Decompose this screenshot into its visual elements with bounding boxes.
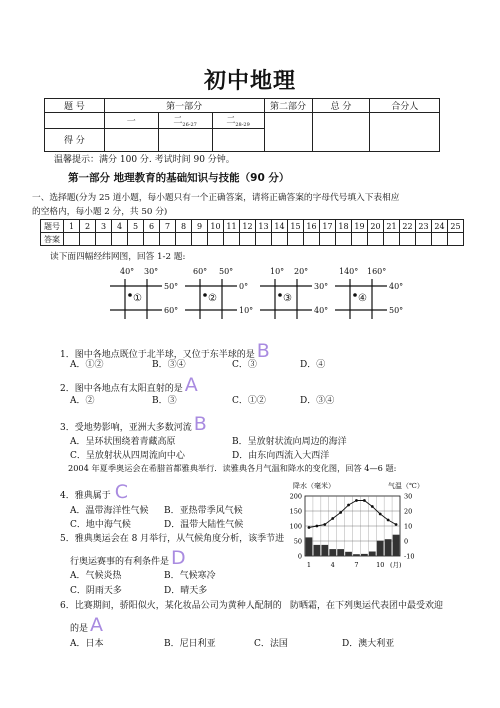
question-5: 5．雅典奥运会在 8 月举行，从气候角度分析，该季节进 [60,534,285,544]
answer-number: 25 [448,220,464,233]
option: A．温带海洋性气候 [70,506,149,516]
handwritten-answer: D [171,547,186,569]
temperature-point [339,511,342,514]
temperature-point [355,499,358,502]
answer-cell[interactable] [304,233,320,246]
score-sub-2: 二$_{26-27}$ [158,113,212,129]
answer-number: 7 [160,220,176,233]
grid-lat-label: 10° [239,306,254,315]
temperature-point [331,517,334,520]
answer-table [40,219,464,246]
answer-number: 10 [208,220,224,233]
answer-number: 16 [304,220,320,233]
page-title: 初中地理 [203,69,296,94]
temperature-point [363,499,366,502]
chart-tick-left: 100 [289,522,302,531]
precipitation-bar [393,535,400,556]
answer-number: 11 [224,220,240,233]
grid-label: ① [133,293,142,304]
grid-1 [110,267,178,319]
answer-row-label: 答案 [41,233,64,246]
handwritten-answer: A [90,614,104,636]
option: C．阴雨天多 [70,586,122,596]
option: C．③ [232,360,257,370]
question-6-cont: 的是 A [70,614,104,636]
answer-cell[interactable] [400,233,416,246]
answer-number: 12 [240,220,256,233]
answer-number: 15 [288,220,304,233]
temperature-point [395,523,398,526]
chart-x-unit: (月) [390,561,402,569]
chart-tick-left: 200 [289,492,302,501]
precipitation-bar [306,537,313,556]
score-sub-1: 一 [104,113,158,129]
answer-cell[interactable] [432,233,448,246]
grid-lat-label: 50° [164,282,179,291]
score-cell[interactable] [104,128,158,151]
answer-cell[interactable] [128,233,144,246]
chart-ylabel-right: 气温（℃） [388,482,424,490]
answer-cell[interactable] [240,233,256,246]
option: D．晴天多 [164,586,208,596]
grid-lon-label: 30° [144,267,159,276]
grid-lon-label: 10° [270,267,285,276]
answer-cell[interactable] [256,233,272,246]
score-blank [45,113,105,129]
answer-number: 17 [320,220,336,233]
grid-label: ④ [358,293,367,304]
precipitation-bar [314,545,321,556]
map-intro: 读下面四幅经纬网图，回答 1-2 题: [50,252,186,262]
answer-row-label: 题号 [41,220,64,233]
option: C．①② [232,396,266,406]
answer-cell[interactable] [96,233,112,246]
answer-cell[interactable] [416,233,432,246]
answer-cell[interactable] [208,233,224,246]
chart-tick-right: -10 [404,552,415,561]
answer-cell[interactable] [448,233,464,246]
answer-number: 3 [96,220,112,233]
option: A．气候炎热 [70,571,122,581]
temperature-point [371,505,374,508]
temperature-point [308,526,311,529]
grid-label: ② [208,293,217,304]
option: B．气候寒冷 [164,571,216,581]
grid-lon-label: 140° [339,267,359,276]
grid-lat-label: 0° [239,282,249,291]
answer-cell[interactable] [144,233,160,246]
chart-tick-left: 0 [297,552,302,561]
option: A．①② [70,360,104,370]
grid-lon-label: 60° [193,267,208,276]
answer-number: 23 [416,220,432,233]
answer-number: 24 [432,220,448,233]
answer-cell[interactable] [368,233,384,246]
option: B．③ [152,396,177,406]
answer-cell[interactable] [320,233,336,246]
option: B．尼日利亚 [164,639,216,649]
tip-text: 温馨提示：满分 100 分. 考试时间 90 分钟。 [54,155,235,165]
option: C．地中海气候 [70,520,131,530]
section-intro: 的空格内，每小题 2 分，共 50 分) [32,207,168,217]
answer-cell[interactable] [272,233,288,246]
temperature-point [387,519,390,522]
chart-tick-right: 30 [404,492,413,501]
question-1: 1．图中各地点既位于北半球，又位于东半球的是 B [60,340,270,362]
temperature-point [323,523,326,526]
grid-lat-label: 30° [314,282,329,291]
question-3: 3．受地势影响，亚洲大多数河流 B [60,413,207,435]
handwritten-answer: A [184,374,198,396]
option: B．亚热带季风气候 [164,506,243,516]
chart-tick-x: 1 [306,561,312,569]
precipitation-bar [369,552,376,557]
score-sub-3: 二$_{28-29}$ [212,113,264,129]
grid-3 [260,267,328,319]
point-marker [353,293,357,297]
score-row-label: 得 分 [45,128,105,151]
score-cell[interactable] [264,113,312,152]
answer-cell[interactable] [64,233,80,246]
temperature-point [379,513,382,516]
temperature-point [315,525,318,528]
grid-2 [185,267,253,319]
answer-number: 9 [192,220,208,233]
grid-label: ③ [283,293,292,304]
chart-tick-right: 20 [404,507,413,516]
question-2: 2．图中各地点有太阳直射的是 A [60,374,198,396]
chart-tick-x: 4 [330,561,335,569]
option: C．呈放射状从四周流向中心 [70,451,185,461]
grid-lat-label: 60° [164,306,179,315]
answer-number: 4 [112,220,128,233]
score-header-total: 总 分 [312,99,370,113]
point-marker [278,293,282,297]
option: D．澳大利亚 [342,639,395,649]
chart-tick-right: 0 [404,537,409,546]
answer-cell[interactable] [224,233,240,246]
precipitation-bar [377,541,384,556]
precipitation-bar [321,545,328,556]
chart-tick-left: 50 [293,537,302,546]
handwritten-answer: B [256,340,270,362]
question-6-cont: 防晒霜，在下列奥运代表团中最受欢迎 [290,601,444,611]
precipitation-bar [353,554,360,556]
score-cell[interactable] [212,128,264,151]
grid-lon-label: 40° [120,267,135,276]
grid-lat-label: 50° [389,306,404,315]
precipitation-bar [329,549,336,556]
option: D．④ [300,360,326,370]
answer-cell[interactable] [160,233,176,246]
answer-cell[interactable] [288,233,304,246]
precipitation-bar [337,549,344,556]
score-cell[interactable] [312,113,370,152]
point-marker [203,293,207,297]
option: A．日本 [70,639,104,649]
answer-cell[interactable] [80,233,96,246]
option: B．③④ [152,360,186,370]
point-marker [128,293,132,297]
chart-tick-x: 7 [354,561,359,569]
answer-cell[interactable] [112,233,128,246]
score-header-number: 题 号 [45,99,105,113]
answer-number: 14 [272,220,288,233]
temperature-point [347,504,350,507]
question-4: 4．雅典属于 C [60,481,129,503]
answer-cell[interactable] [336,233,352,246]
option: D．温带大陆性气候 [164,520,244,530]
grid-4 [335,267,403,319]
score-header-part2: 第二部分 [264,99,312,113]
latlon-grids [100,265,420,325]
score-cell[interactable] [158,128,212,151]
precipitation-bar [361,554,368,556]
option: D．③④ [300,396,335,406]
answer-number: 8 [176,220,192,233]
grid-lon-label: 160° [367,267,387,276]
answer-number: 1 [64,220,80,233]
option: C．法国 [254,639,288,649]
part-heading: 第一部分 地理教育的基础知识与技能（90 分） [68,172,290,184]
answer-number: 20 [368,220,384,233]
chart-ylabel-left: 降水（毫米） [293,482,335,490]
handwritten-answer: B [193,413,207,435]
grid-lat-label: 40° [314,306,329,315]
answer-number: 22 [400,220,416,233]
chart-tick-right: 10 [404,522,413,531]
score-header-part1: 第一部分 [104,99,264,113]
precipitation-bar [345,552,352,556]
chart-tick-left: 150 [289,507,302,516]
climate-chart [285,480,450,580]
score-table [44,98,440,152]
option: B．呈放射状流向周边的海洋 [232,437,347,447]
option: A．② [70,396,95,406]
grid-lat-label: 40° [389,282,404,291]
answer-cell[interactable] [384,233,400,246]
option: A．呈环状围绕着青藏高原 [70,437,176,447]
answer-number: 13 [256,220,272,233]
olympic-intro: 2004 年夏季奥运会在希腊首都雅典举行．读雅典各月气温和降水的变化图，回答 4—6 题: [68,463,397,473]
answer-number: 18 [336,220,352,233]
option: D．由东向西流入大西洋 [232,451,330,461]
answer-number: 6 [144,220,160,233]
score-cell[interactable] [370,113,440,152]
score-header-sum: 合分人 [370,99,440,113]
chart-tick-x: 10 [376,561,385,569]
answer-number: 21 [384,220,400,233]
section-intro: 一、选择题(分为 25 道小题，每小题只有一个正确答案，请将正确答案的字母代号填入下表相应 [32,193,400,203]
grid-lon-label: 20° [294,267,309,276]
answer-cell[interactable] [352,233,368,246]
answer-cell[interactable] [176,233,192,246]
answer-number: 5 [128,220,144,233]
answer-number: 2 [80,220,96,233]
answer-number: 19 [352,220,368,233]
question-5-cont: 行奥运赛事的有利条件是 D [70,547,186,569]
answer-cell[interactable] [192,233,208,246]
handwritten-answer: C [114,481,129,503]
grid-lon-label: 50° [219,267,234,276]
precipitation-bar [385,539,392,556]
question-6: 6．比赛期间，骄阳似火，某化妆品公司为黄种人配制的 [60,601,282,611]
